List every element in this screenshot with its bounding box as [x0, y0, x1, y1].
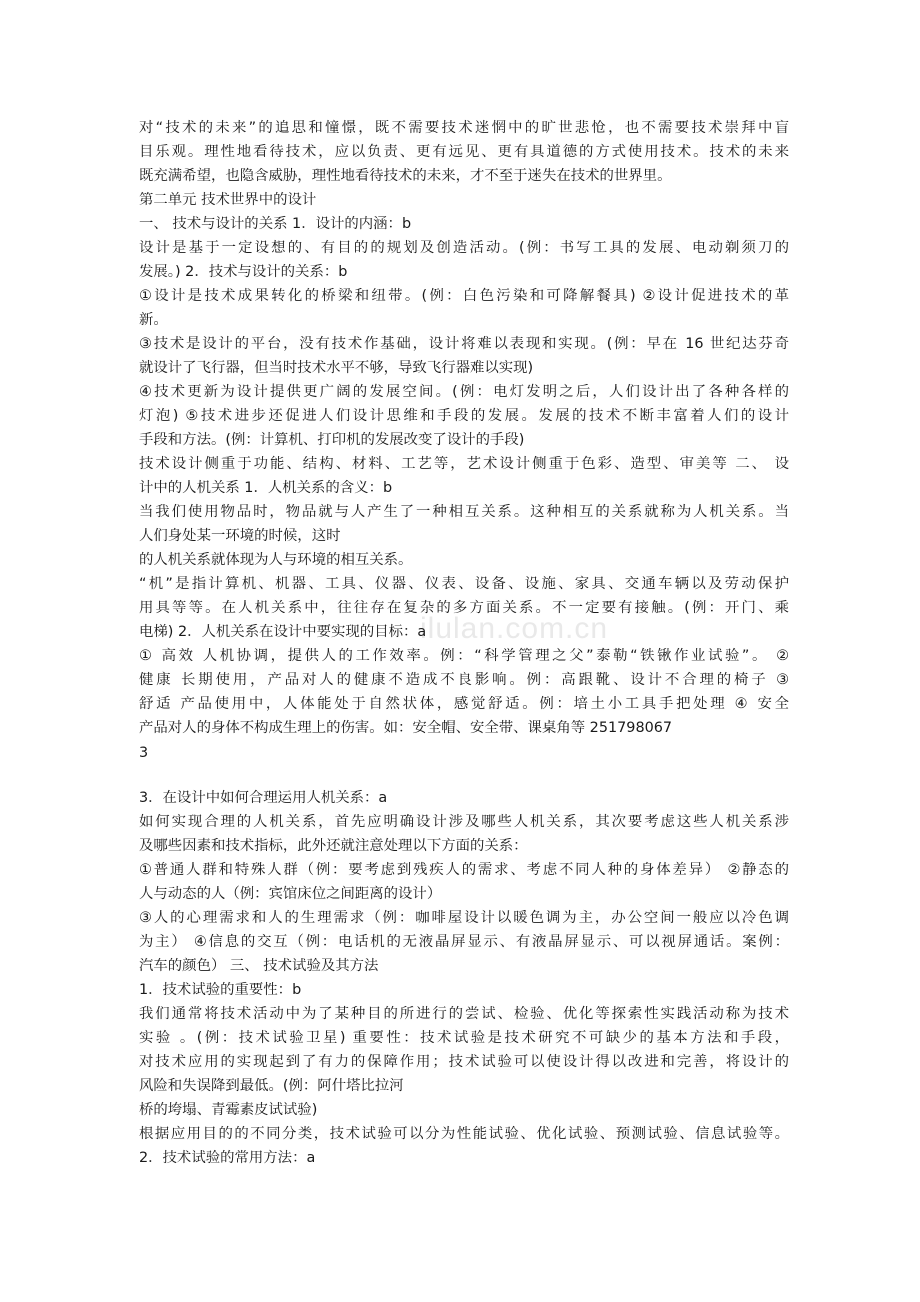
text-line: 对技术应用的实现起到了有力的保障作用；技术试验可以使设计得以改进和完善，将设计的 [139, 1054, 789, 1070]
text-line: 3．在设计中如何合理运用人机关系：a [139, 790, 388, 806]
text-line: 对“技术的未来”的追思和憧憬，既不需要技术迷惘中的旷世悲怆，也不需要技术崇拜中盲 [139, 120, 789, 136]
watermark: ilulan.com.cn [420, 612, 609, 645]
text-line: 风险和失误降到最低。(例：阿什塔比拉河 [139, 1078, 404, 1094]
text-line: 技术设计侧重于功能、结构、材料、工艺等，艺术设计侧重于色彩、造型、审美等 二、 设 [139, 456, 789, 472]
text-line: ①普通人群和特殊人群（例：要考虑到残疾人的需求、考虑不同人种的身体差异） ②静态的 [139, 862, 789, 878]
text-line: 发展。) 2．技术与设计的关系：b [139, 264, 348, 280]
text-line: 灯泡) ⑤技术进步还促进人们设计思维和手段的发展。发展的技术不断丰富着人们的设计 [139, 408, 789, 424]
text-line: 当我们使用物品时，物品就与人产生了一种相互关系。这种相互的关系就称为人机关系。当 [139, 504, 789, 520]
text-line: 用具等等。在人机关系中，往往存在复杂的多方面关系。不一定要有接触。(例：开门、乘 [139, 600, 789, 616]
text-line: 人与动态的人（例：宾馆床位之间距离的设计） [139, 886, 442, 902]
text-line: 的人机关系就体现为人与环境的相互关系。 [139, 552, 413, 568]
text-line: 2．技术试验的常用方法：a [139, 1150, 316, 1166]
text-line: 实验 。(例：技术试验卫星) 重要性：技术试验是技术研究不可缺少的基本方法和手段， [139, 1030, 789, 1046]
text-line: ① 高效 人机协调，提供人的工作效率。例：“科学管理之父”泰勒“铁锹作业试验”。 ② [139, 648, 789, 664]
text-line: 3 [139, 745, 149, 761]
text-line: 目乐观。理性地看待技术，应以负责、更有远见、更有具道德的方式使用技术。技术的未来 [139, 144, 789, 160]
text-line: 健康 长期使用，产品对人的健康不造成不良影响。例：高跟靴、设计不合理的椅子 ③ [139, 672, 789, 688]
text-line: “机”是指计算机、机器、工具、仪器、仪表、设备、设施、家具、交通车辆以及劳动保护 [139, 576, 789, 592]
text-line: ④技术更新为设计提供更广阔的发展空间。(例：电灯发明之后，人们设计出了各种各样的 [139, 384, 789, 400]
text-line: 人们身处某一环境的时候，这时 [139, 528, 341, 544]
text-line: 就设计了飞行器，但当时技术水平不够，导致飞行器难以实现) [139, 360, 534, 376]
text-line: ①设计是技术成果转化的桥梁和纽带。(例：白色污染和可降解餐具) ②设计促进技术的革 [139, 288, 789, 304]
text-line: 汽车的颜色） 三、 技术试验及其方法 [139, 958, 379, 974]
text-line: 电梯) 2．人机关系在设计中要实现的目标：a [139, 624, 427, 640]
text-line: 舒适 产品使用中，人体能处于自然状体，感觉舒适。例：培土小工具手把处理 ④ 安全 [139, 696, 789, 712]
text-line: 1．技术试验的重要性：b [139, 982, 302, 998]
text-line: 计中的人机关系 1．人机关系的含义：b [139, 480, 393, 496]
text-line: 及哪些因素和技术指标，此外还就注意处理以下方面的关系： [139, 838, 528, 854]
text-line: 一、 技术与设计的关系 1．设计的内涵：b [139, 216, 412, 232]
text-line: 我们通常将技术活动中为了某种目的所进行的尝试、检验、优化等探索性实践活动称为技术 [139, 1006, 789, 1022]
text-line: 既充满希望，也隐含威胁，理性地看待技术的未来，才不至于迷失在技术的世界里。 [139, 168, 672, 184]
text-line: 桥的垮塌、青霉素皮试试验) [139, 1102, 318, 1118]
text-line: 为主） ④信息的交互（例：电话机的无液晶屏显示、有液晶屏显示、可以视屏通话。案例： [139, 934, 789, 950]
text-line: ③人的心理需求和人的生理需求（例：咖啡屋设计以暖色调为主，办公空间一般应以冷色调 [139, 910, 789, 926]
text-line: ③技术是设计的平台，没有技术作基础，设计将难以表现和实现。(例：早在 16 世纪达芬奇 [139, 336, 789, 352]
text-line: 新。 [139, 312, 168, 328]
text-line: 产品对人的身体不构成生理上的伤害。如：安全帽、安全带、课桌角等 251798067 [139, 720, 673, 736]
text-line: 设计是基于一定设想的、有目的的规划及创造活动。(例：书写工具的发展、电动剃须刀的 [139, 240, 789, 256]
text-line: 手段和方法。(例：计算机、打印机的发展改变了设计的手段) [139, 432, 525, 448]
text-line: 第二单元 技术世界中的设计 [139, 192, 317, 208]
text-line: 根据应用目的的不同分类，技术试验可以分为性能试验、优化试验、预测试验、信息试验等。 [139, 1126, 789, 1142]
text-line: 如何实现合理的人机关系，首先应明确设计涉及哪些人机关系，其次要考虑这些人机关系涉 [139, 814, 789, 830]
